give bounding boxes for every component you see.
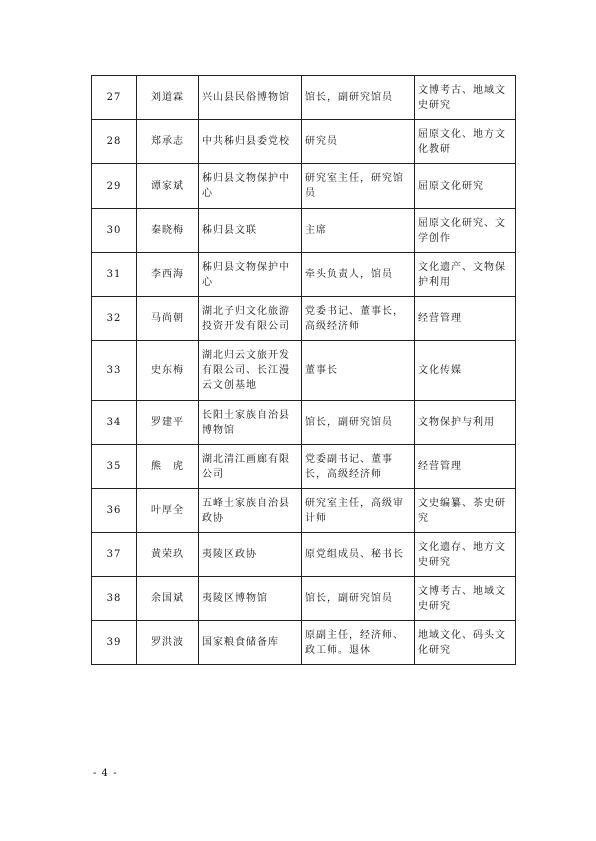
person-name: 李西海 <box>137 253 199 297</box>
work-unit: 秭归县文联 <box>199 209 302 253</box>
person-name: 刘道霖 <box>137 76 199 120</box>
row-number: 39 <box>92 621 137 665</box>
row-number: 35 <box>92 445 137 489</box>
research-field: 文博考古、地域文史研究 <box>415 577 516 621</box>
row-number: 36 <box>92 489 137 533</box>
research-field: 屈原文化研究 <box>415 164 516 209</box>
research-field: 文化传媒 <box>415 341 516 401</box>
expert-roster-table <box>91 75 516 665</box>
table-row <box>92 401 516 445</box>
job-title: 牵头负责人，馆员 <box>302 253 415 297</box>
work-unit: 长阳土家族自治县博物馆 <box>199 401 302 445</box>
job-title: 研究员 <box>302 120 415 164</box>
row-number: 28 <box>92 120 137 164</box>
person-name: 马尚朝 <box>137 297 199 341</box>
person-name: 熊 虎 <box>137 445 199 489</box>
row-number: 31 <box>92 253 137 297</box>
row-number: 33 <box>92 341 137 401</box>
table-row <box>92 577 516 621</box>
research-field: 文史编纂、茶史研究 <box>415 489 516 533</box>
table-row <box>92 489 516 533</box>
research-field: 文化遗存、地方文史研究 <box>415 533 516 577</box>
research-field: 屈原文化、地方文化教研 <box>415 120 516 164</box>
research-field: 经营管理 <box>415 297 516 341</box>
person-name: 罗洪波 <box>137 621 199 665</box>
page-number: - 4 - <box>93 768 118 779</box>
job-title: 原党组成员、秘书长 <box>302 533 415 577</box>
job-title: 馆长，副研究馆员 <box>302 76 415 120</box>
research-field: 文物保护与利用 <box>415 401 516 445</box>
research-field: 屈原文化研究、文学创作 <box>415 209 516 253</box>
row-number: 30 <box>92 209 137 253</box>
job-title: 党委副书记、董事长，高级经济师 <box>302 445 415 489</box>
job-title: 原副主任，经济师、政工师。退休 <box>302 621 415 665</box>
research-field: 地域文化、码头文化研究 <box>415 621 516 665</box>
work-unit: 兴山县民俗博物馆 <box>199 76 302 120</box>
work-unit: 夷陵区政协 <box>199 533 302 577</box>
person-name: 罗建平 <box>137 401 199 445</box>
work-unit: 湖北归云文旅开发有限公司、长江漫云文创基地 <box>199 341 302 401</box>
work-unit: 湖北清江画廊有限公司 <box>199 445 302 489</box>
job-title: 馆长，副研究馆员 <box>302 577 415 621</box>
person-name: 叶厚全 <box>137 489 199 533</box>
person-name: 谭家斌 <box>137 164 199 209</box>
work-unit: 秭归县文物保护中心 <box>199 253 302 297</box>
row-number: 34 <box>92 401 137 445</box>
row-number: 37 <box>92 533 137 577</box>
table-row <box>92 164 516 209</box>
table-row <box>92 253 516 297</box>
work-unit: 秭归县文物保护中心 <box>199 164 302 209</box>
job-title: 馆长，副研究馆员 <box>302 401 415 445</box>
research-field: 文化遗产、文物保护利用 <box>415 253 516 297</box>
row-number: 29 <box>92 164 137 209</box>
person-name: 黄荣玖 <box>137 533 199 577</box>
table-row <box>92 445 516 489</box>
research-field: 经营管理 <box>415 445 516 489</box>
job-title: 研究室主任，研究馆员 <box>302 164 415 209</box>
table-row <box>92 209 516 253</box>
research-field: 文博考古、地域文史研究 <box>415 76 516 120</box>
job-title: 主席 <box>302 209 415 253</box>
table-row <box>92 341 516 401</box>
person-name: 郑承志 <box>137 120 199 164</box>
person-name: 秦晓梅 <box>137 209 199 253</box>
work-unit: 国家粮食储备库 <box>199 621 302 665</box>
table-row <box>92 533 516 577</box>
job-title: 研究室主任，高级审计师 <box>302 489 415 533</box>
work-unit: 夷陵区博物馆 <box>199 577 302 621</box>
row-number: 32 <box>92 297 137 341</box>
table-row <box>92 297 516 341</box>
row-number: 38 <box>92 577 137 621</box>
table-row <box>92 621 516 665</box>
table-row <box>92 76 516 120</box>
person-name: 余国斌 <box>137 577 199 621</box>
job-title: 董事长 <box>302 341 415 401</box>
row-number: 27 <box>92 76 137 120</box>
work-unit: 五峰土家族自治县政协 <box>199 489 302 533</box>
work-unit: 湖北子归文化旅游投资开发有限公司 <box>199 297 302 341</box>
job-title: 党委书记、董事长，高级经济师 <box>302 297 415 341</box>
work-unit: 中共秭归县委党校 <box>199 120 302 164</box>
table-row <box>92 120 516 164</box>
person-name: 史东梅 <box>137 341 199 401</box>
